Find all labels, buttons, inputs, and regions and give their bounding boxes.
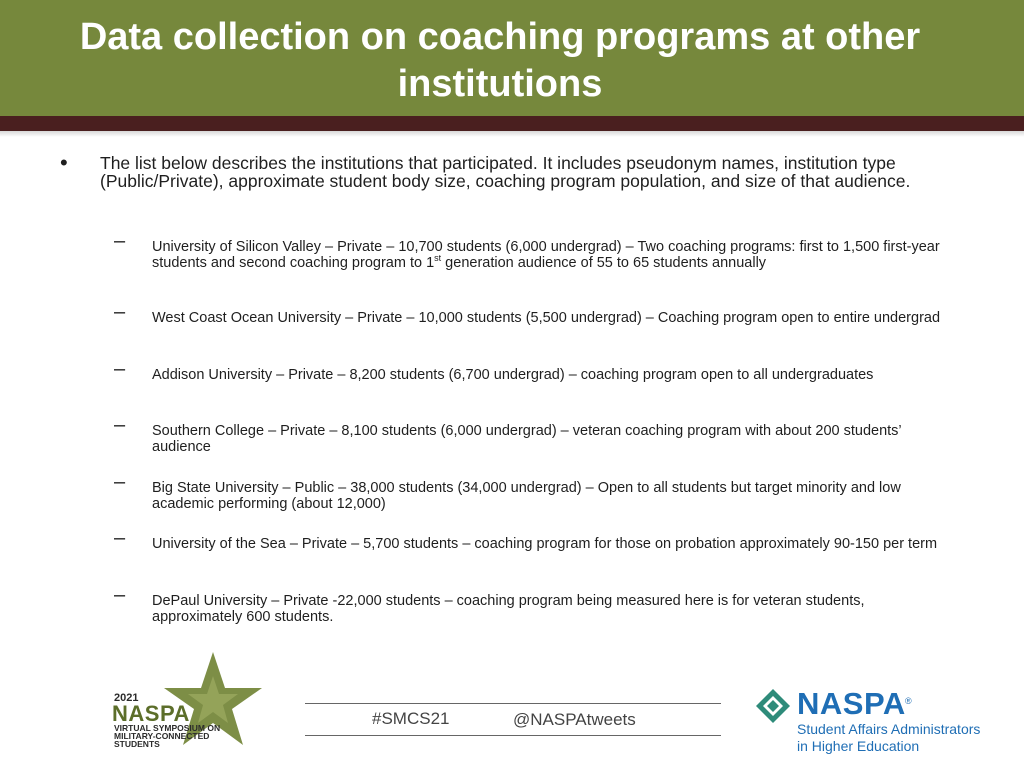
list-item-text: Big State University – Public – 38,000 students (34,000 undergrad) – Open to all students but target minority and low academic performing (about 12,000) [152,480,901,512]
superscript: st [434,252,442,263]
footer-rule-top [305,703,721,704]
list-item-text-part: generation audience of 55 to 65 students annually [441,254,767,271]
intro-text: The list below describes the institutions that participated. It includes pseudonym names, institution type (Public/Private), approximate student body size, coaching program population, and size of that audience. [100,153,911,191]
twitter-handle: @NASPAtweets [513,710,636,729]
naspa-wordmark: NASPA [797,686,906,721]
symposium-line: MILITARY-CONNECTED [114,731,210,741]
dash-icon: – [114,301,126,323]
dash-icon: – [114,414,126,436]
dash-icon: – [114,471,126,493]
diamond-icon [755,688,791,724]
dash-icon: – [114,527,126,549]
registered-mark: ® [905,696,912,706]
title-stripe [0,116,1024,131]
list-item-text: West Coast Ocean University – Private – 10,000 students (5,500 undergrad) – Coaching program open to entire undergrad [152,310,941,326]
title-shadow [0,131,1024,137]
symposium-logo [108,650,268,750]
list-item-text: Addison University – Private – 8,200 students (6,700 undergrad) – coaching program open to all undergraduates [152,367,874,383]
symposium-line: VIRTUAL SYMPOSIUM ON [114,723,221,733]
dash-icon: – [114,584,126,606]
symposium-line: STUDENTS [114,739,160,749]
hashtag: #SMCS21 [372,709,450,728]
list-item-text-part: University of Silicon Valley – Private – 10,700 students (6,000 undergrad) – Two coaching programs: first to 1,500 first-year students and second coaching program to 1 [152,239,940,271]
symposium-naspa: NASPA [112,701,190,726]
dash-icon: – [114,230,126,252]
bullet-icon: • [60,150,68,175]
naspa-logo [755,688,995,758]
title-bar [0,0,1024,116]
dash-icon: – [114,358,126,380]
symposium-year: 2021 [114,692,139,704]
list-item-text: Southern College – Private – 8,100 students (6,000 undergrad) – veteran coaching program with about 200 students’ audience [152,423,902,455]
list-item-text: University of the Sea – Private – 5,700 students – coaching program for those on probation approximately 90-150 per term [152,536,938,552]
naspa-tagline: in Higher Education [797,738,920,754]
list-item-text: DePaul University – Private -22,000 students – coaching program being measured here is for veteran students, approximately 600 students. [152,593,865,625]
list-item-text [152,240,952,271]
footer-rule-bottom [305,735,721,736]
slide-title: Data collection on coaching programs at other institutions [79,16,921,105]
naspa-tagline: Student Affairs Administrators [797,721,981,737]
